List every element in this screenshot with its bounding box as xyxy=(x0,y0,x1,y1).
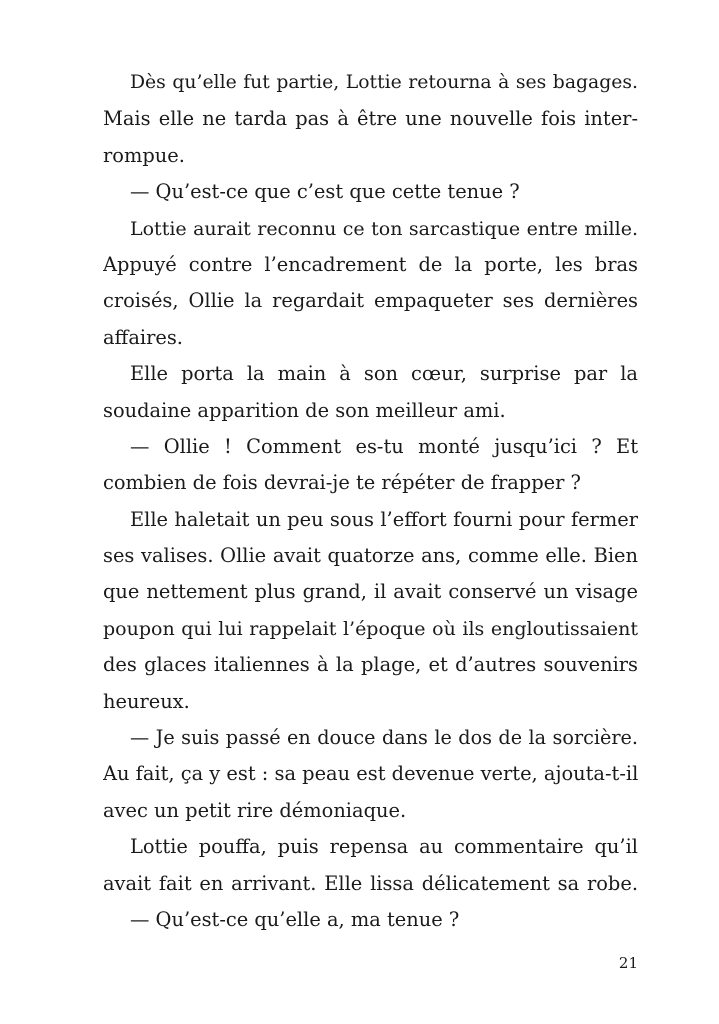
text-line: Appuyé contre l’encadrement de la porte, les bras xyxy=(103,252,638,276)
text-line: affaires. xyxy=(103,325,183,349)
text-line: Lottie aurait reconnu ce ton sarcastique entre mille. xyxy=(130,217,638,240)
text-line: Dès qu’elle fut partie, Lottie retourna à ses bagages. xyxy=(130,72,638,93)
text-line: ses valises. Ollie avait quatorze ans, comme elle. Bien xyxy=(103,544,638,568)
text-line: des glaces italiennes à la plage, et d’autres souvenirs xyxy=(103,653,638,677)
body-text xyxy=(103,65,638,938)
text-line: Elle porta la main à son cœur, surprise par la xyxy=(130,362,638,386)
text-line: combien de fois devrai-je te répéter de frapper ? xyxy=(103,471,581,495)
text-line: avec un petit rire démoniaque. xyxy=(103,798,407,822)
text-line: poupon qui lui rappelait l’époque où ils engloutissaient xyxy=(103,617,638,640)
text-line: croisés, Ollie la regardait empaqueter ses dernières xyxy=(103,289,638,313)
text-line: Au fait, ça y est : sa peau est devenue verte, ajouta-t-il xyxy=(103,762,638,786)
text-line: Mais elle ne tarda pas à être une nouvelle fois inter- xyxy=(103,107,638,131)
page-number: 21 xyxy=(618,954,638,972)
dialogue-line: — Qu’est-ce qu’elle a, ma tenue ? xyxy=(130,907,460,931)
text-line: Lottie pouffa, puis repensa au commentaire qu’il xyxy=(130,835,638,859)
text-line: que nettement plus grand, il avait conservé un visage xyxy=(103,580,638,604)
text-line: avait fait en arrivant. Elle lissa délicatement sa robe. xyxy=(103,871,638,895)
dialogue-line: — Qu’est-ce que c’est que cette tenue ? xyxy=(130,180,520,204)
text-line: Elle haletait un peu sous l’effort fourni pour fermer xyxy=(130,507,638,531)
text-line: rompue. xyxy=(103,143,185,167)
dialogue-line: — Ollie ! Comment es-tu monté jusqu’ici ? Et xyxy=(130,434,638,458)
text-line: heureux. xyxy=(103,689,190,713)
dialogue-line: — Je suis passé en douce dans le dos de la sorcière. xyxy=(130,726,638,750)
text-line: soudaine apparition de son meilleur ami. xyxy=(103,398,506,422)
